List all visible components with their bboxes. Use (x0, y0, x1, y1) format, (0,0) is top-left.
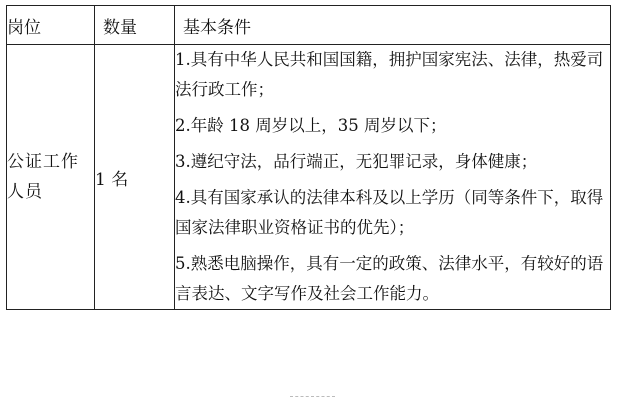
page-edge-mark (290, 396, 335, 397)
condition-item: 4.具有国家承认的法律本科及以上学历（同等条件下，取得国家法律职业资格证书的优先）； (175, 188, 604, 237)
condition-item: 3.遵纪守法，品行端正，无犯罪记录，身体健康； (175, 152, 538, 171)
table-header-row (7, 6, 611, 45)
condition-item: 1.具有中华人民共和国国籍，拥护国家宪法、法律，热爱司法行政工作； (175, 50, 604, 99)
header-position: 岗位 (7, 6, 95, 45)
conditions-cell (175, 45, 611, 310)
condition-item: 2.年龄 18 周岁以上，35 周岁以下； (175, 116, 447, 135)
header-conditions: 基本条件 (175, 6, 611, 45)
position-cell: 公证工作人员 (7, 45, 95, 310)
table-row (7, 45, 611, 310)
condition-item: 5.熟悉电脑操作，具有一定的政策、法律水平，有较好的语言表达、文字写作及社会工作能力。 (175, 254, 604, 303)
requirements-table (6, 5, 611, 310)
count-cell: 1 名 (95, 45, 175, 310)
header-count: 数量 (95, 6, 175, 45)
document-page (6, 5, 610, 397)
